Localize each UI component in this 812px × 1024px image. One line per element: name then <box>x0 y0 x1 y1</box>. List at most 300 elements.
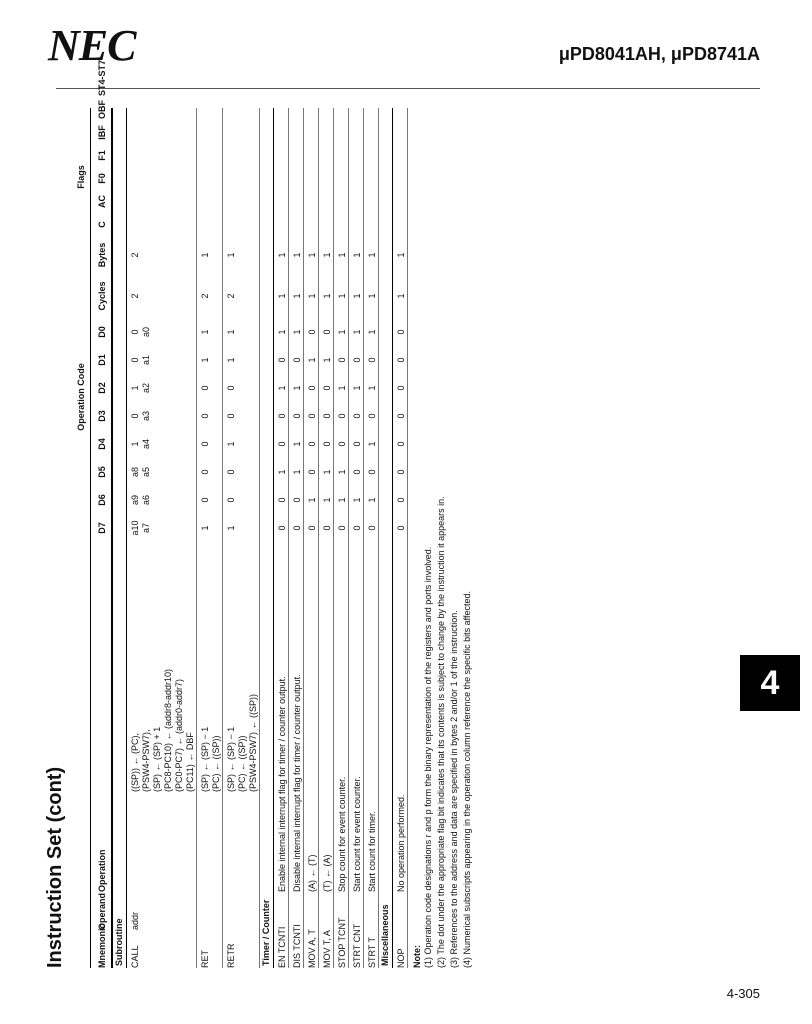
col-flag-f1: F1 <box>97 150 107 161</box>
flag-cell <box>304 167 307 190</box>
section-header: Timer / Counter <box>260 108 274 968</box>
opcode-bit-cell <box>127 402 152 430</box>
note-item: (1) Operation code designations r and p form the binary representation of the registers and ports involved. <box>423 546 433 968</box>
opcode-bit: 0 <box>277 525 287 531</box>
opcode-bit: a3 <box>141 411 151 422</box>
bytes-cell: 1 <box>277 252 287 258</box>
operation-cell <box>393 542 407 892</box>
opcode-bit: 1 <box>130 441 140 447</box>
opcode-bit: 0 <box>396 329 406 335</box>
opcode-bit-cell <box>334 402 348 430</box>
opcode-bit-cell <box>274 514 288 542</box>
opcode-bit: 1 <box>337 329 347 335</box>
page-title: Instruction Set (cont) <box>44 766 66 968</box>
operation-description: Stop count for event counter. <box>337 776 347 892</box>
table-row <box>364 108 379 968</box>
opcode-bit: 1 <box>337 497 347 503</box>
section-header: Miscellaneous <box>379 108 393 968</box>
opcode-bit-cell <box>127 374 152 402</box>
operand-cell <box>364 892 367 930</box>
flag-cell <box>127 190 130 213</box>
opcode-bit-cell <box>393 514 407 542</box>
opcode-bit-cell <box>289 430 303 458</box>
opcode-bit: 1 <box>226 357 236 363</box>
operand-cell <box>223 892 226 930</box>
bytes-cell: 1 <box>337 252 347 258</box>
bytes-cell: 1 <box>307 252 317 258</box>
flag-cell <box>289 121 292 144</box>
flag-cell <box>197 121 200 144</box>
opcode-bit-cell <box>393 318 407 346</box>
flag-cell <box>393 213 396 236</box>
flag-cell <box>274 98 277 121</box>
mnemonic-cell: RETR <box>226 943 236 968</box>
opcode-bit: 1 <box>226 525 236 531</box>
operand-cell <box>304 892 307 930</box>
flag-cell <box>319 58 322 98</box>
col-flag-ac: AC <box>97 195 107 208</box>
flag-cell <box>127 167 130 190</box>
col-d2: D2 <box>97 382 107 394</box>
opcode-bit: 1 <box>226 441 236 447</box>
flag-cell <box>364 167 367 190</box>
opcode-bit-cell <box>223 486 237 514</box>
opcode-bit: 0 <box>200 441 210 447</box>
opcode-bit: 0 <box>277 497 287 503</box>
flag-cell <box>319 121 322 144</box>
opcode-bit-cell <box>223 318 237 346</box>
opcode-bit: 0 <box>367 413 377 419</box>
flag-cell <box>349 58 352 98</box>
opcode-bit: 1 <box>130 385 140 391</box>
flag-cell <box>334 167 337 190</box>
table-row <box>223 108 260 968</box>
mnemonic-cell: NOP <box>396 948 406 968</box>
opcode-bit: 1 <box>322 469 332 475</box>
opcode-bit: 0 <box>226 497 236 503</box>
flag-cell <box>197 144 200 167</box>
operation-line: (PC11) ← DBF <box>185 732 195 792</box>
flag-cell <box>274 121 277 144</box>
notes-heading: Note: <box>412 945 422 968</box>
opcode-bit-cell <box>304 346 318 374</box>
flag-cell <box>393 190 396 213</box>
flag-cell <box>197 190 200 213</box>
opcode-bit: a9 <box>130 495 140 506</box>
operation-cell <box>127 542 196 892</box>
flag-cell <box>393 98 396 121</box>
opcode-bit-cell <box>304 402 318 430</box>
opcode-bit-cell <box>319 346 333 374</box>
flag-cell <box>364 213 367 236</box>
flag-cell <box>393 121 396 144</box>
opcode-bit: 0 <box>367 469 377 475</box>
opcode-bit: 0 <box>352 469 362 475</box>
opcode-bit: 1 <box>337 469 347 475</box>
opcode-bit: 0 <box>307 441 317 447</box>
opcode-bit: 1 <box>367 441 377 447</box>
opcode-bit-cell <box>364 486 378 514</box>
opcode-bit-cell <box>319 458 333 486</box>
opcode-bit-cell <box>304 486 318 514</box>
table-row <box>127 108 197 968</box>
table-row <box>319 108 334 968</box>
opcode-bit: 0 <box>307 525 317 531</box>
opcode-bit: 0 <box>307 385 317 391</box>
flag-cell <box>223 98 226 121</box>
operation-line: (PSW4-PSW7) ← ((SP)) <box>248 694 258 792</box>
operand-cell <box>197 892 200 930</box>
flag-cell <box>274 58 277 98</box>
flag-cell <box>334 121 337 144</box>
opcode-bit-cell <box>289 374 303 402</box>
operation-description: (A) ← (T) <box>307 854 317 892</box>
opcode-bit: 1 <box>352 385 362 391</box>
opcode-bit-cell <box>349 430 363 458</box>
bytes-cell: 1 <box>396 252 406 258</box>
opcode-bit: 1 <box>322 497 332 503</box>
opcode-bit: 0 <box>352 525 362 531</box>
opcode-bit-cell <box>127 430 152 458</box>
table-row <box>289 108 304 968</box>
flag-cell <box>289 167 292 190</box>
operation-cell <box>197 542 222 892</box>
opcode-bit-cell <box>319 486 333 514</box>
col-d5: D5 <box>97 466 107 478</box>
flag-cell <box>364 121 367 144</box>
opcode-bit-cell <box>127 346 152 374</box>
opcode-bit: a7 <box>141 523 151 534</box>
flag-cell <box>304 98 307 121</box>
operation-cell <box>334 542 348 892</box>
opcode-bit-cell <box>349 346 363 374</box>
opcode-bit-cell <box>349 514 363 542</box>
operation-line: (SP) ← (SP) − 1 <box>200 726 210 792</box>
bytes-cell: 1 <box>292 252 302 258</box>
opcode-bit: 0 <box>200 497 210 503</box>
opcode-bit: 0 <box>322 441 332 447</box>
opcode-bit: 0 <box>226 385 236 391</box>
opcode-bit: 0 <box>367 357 377 363</box>
opcode-bit: 1 <box>367 385 377 391</box>
opcode-bit: a1 <box>141 355 151 366</box>
col-d4: D4 <box>97 438 107 450</box>
flag-cell <box>289 190 292 213</box>
opcode-bit: 0 <box>396 357 406 363</box>
flag-cell <box>364 98 367 121</box>
flag-cell <box>334 98 337 121</box>
mnemonic-cell: MOV A, T <box>307 929 317 968</box>
flag-cell <box>319 213 322 236</box>
cycles-cell: 2 <box>200 293 210 299</box>
opcode-bit: 0 <box>352 357 362 363</box>
flag-cell <box>349 167 352 190</box>
opcode-bit-cell <box>364 402 378 430</box>
page-number: 4-305 <box>726 986 760 1001</box>
flag-cell <box>223 121 226 144</box>
rotated-page-content <box>44 60 764 968</box>
operation-line: (PSW4-PSW7), <box>141 729 151 792</box>
opcode-bit-cell <box>393 458 407 486</box>
opcode-bit: 0 <box>200 469 210 475</box>
flag-cell <box>349 190 352 213</box>
opcode-bit: 0 <box>292 525 302 531</box>
opcode-bit-cell <box>197 402 211 430</box>
bytes-cell: 1 <box>322 252 332 258</box>
opcode-bit-cell <box>364 430 378 458</box>
col-flag-st: ST4-ST7 <box>97 60 107 97</box>
opcode-bit: 1 <box>292 441 302 447</box>
flag-cell <box>274 167 277 190</box>
opcode-bit-cell <box>289 346 303 374</box>
table-row <box>349 108 364 968</box>
opcode-bit: 0 <box>337 441 347 447</box>
opcode-bit: 0 <box>307 413 317 419</box>
flag-cell <box>289 213 292 236</box>
flag-cell <box>393 144 396 167</box>
bytes-cell: 1 <box>367 252 377 258</box>
flag-cell <box>274 213 277 236</box>
opcode-bit: 0 <box>337 525 347 531</box>
opcode-bit: 1 <box>226 329 236 335</box>
col-d0: D0 <box>97 326 107 338</box>
flag-cell <box>304 121 307 144</box>
flag-cell <box>304 144 307 167</box>
operation-line: (PC) ← ((SP)) <box>237 735 247 792</box>
opcode-bit: 0 <box>337 413 347 419</box>
opcode-bit-cell <box>223 430 237 458</box>
opcode-bit-cell <box>319 318 333 346</box>
opcode-bit-cell <box>393 374 407 402</box>
opcode-bit: 1 <box>292 329 302 335</box>
opcode-bit: 0 <box>226 413 236 419</box>
notes-list <box>422 108 474 968</box>
flag-cell <box>197 213 200 236</box>
table-body <box>113 108 408 968</box>
opcode-bit: 1 <box>337 385 347 391</box>
operation-cell <box>349 542 363 892</box>
operand-cell <box>274 892 277 930</box>
opcode-bit: 0 <box>322 413 332 419</box>
opcode-bit: 0 <box>367 525 377 531</box>
operand-cell <box>319 892 322 930</box>
flag-cell <box>197 58 200 98</box>
opcode-bit: 0 <box>130 357 140 363</box>
opcode-bit-cell <box>334 374 348 402</box>
flag-cell <box>304 213 307 236</box>
opcode-bit-cell <box>319 402 333 430</box>
opcode-bit-cell <box>223 458 237 486</box>
opcode-bit-cell <box>274 346 288 374</box>
opcode-bit: 0 <box>226 469 236 475</box>
table-row <box>274 108 289 968</box>
opcode-bit-cell <box>349 374 363 402</box>
note-item: (4) Numerical subscripts appearing in the operation column reference the specific bits affected. <box>462 590 472 968</box>
opcode-bit-cell <box>197 346 211 374</box>
flag-cell <box>349 144 352 167</box>
flag-cell <box>289 98 292 121</box>
opcode-bit-cell <box>364 318 378 346</box>
opcode-bit-cell <box>364 346 378 374</box>
flag-cell <box>349 98 352 121</box>
flag-cell <box>304 58 307 98</box>
opcode-bit-cell <box>274 486 288 514</box>
mnemonic-cell: STRT T <box>367 936 377 968</box>
flag-cell <box>334 58 337 98</box>
instruction-table <box>76 60 474 968</box>
opcode-bit-cell <box>334 318 348 346</box>
opcode-bit-cell <box>223 374 237 402</box>
flag-cell <box>334 190 337 213</box>
opcode-bit-cell <box>349 486 363 514</box>
opcode-bit: 0 <box>396 441 406 447</box>
opcode-bit-cell <box>197 430 211 458</box>
opcode-bit: 0 <box>396 525 406 531</box>
opcode-bit: 0 <box>307 329 317 335</box>
opcode-bit-cell <box>304 514 318 542</box>
opcode-bit: 1 <box>352 329 362 335</box>
flag-cell <box>223 213 226 236</box>
flag-cell <box>127 144 130 167</box>
operation-description: (T) ← (A) <box>322 854 332 892</box>
operation-lines <box>130 542 196 792</box>
opcode-bit-cell <box>289 458 303 486</box>
operation-description: Disable internal interrupt flag for timer / counter output. <box>292 674 302 892</box>
opcode-bit-cell <box>197 318 211 346</box>
flag-cell <box>319 167 322 190</box>
operation-line: (PC0-PC7) ← (addr0-addr7) <box>174 678 184 792</box>
opcode-bit: 0 <box>307 469 317 475</box>
opcode-bit: 0 <box>200 413 210 419</box>
opcode-bit: a10 <box>130 520 140 536</box>
flag-cell <box>304 190 307 213</box>
cycles-cell: 2 <box>130 293 140 299</box>
opcode-bit: 1 <box>322 357 332 363</box>
opcode-bit: 1 <box>200 357 210 363</box>
opcode-bit-cell <box>197 458 211 486</box>
opcode-bit-cell <box>274 458 288 486</box>
opcode-bit-cell <box>304 318 318 346</box>
col-flag-c: C <box>97 221 107 228</box>
operation-cell <box>319 542 333 892</box>
opcode-bit: 1 <box>367 497 377 503</box>
mnemonic-cell: MOV T, A <box>322 930 332 968</box>
opcode-bit: 1 <box>292 385 302 391</box>
opcode-bit-cell <box>274 374 288 402</box>
cycles-cell: 1 <box>277 293 287 299</box>
flag-cell <box>223 144 226 167</box>
bytes-cell: 1 <box>352 252 362 258</box>
opcode-bit: 0 <box>277 413 287 419</box>
col-flag-ibf: IBF <box>97 125 107 140</box>
opcode-bit-cell <box>334 514 348 542</box>
flag-cell <box>289 144 292 167</box>
col-flag-f0: F0 <box>97 173 107 184</box>
operation-description: Enable internal interrupt flag for timer / counter output. <box>277 676 287 892</box>
opcode-bit: a4 <box>141 439 151 450</box>
opcode-bit: 1 <box>200 525 210 531</box>
opcode-bit-cell <box>197 514 211 542</box>
opcode-bit: a8 <box>130 467 140 478</box>
operation-lines <box>226 542 259 792</box>
operation-spacer <box>130 792 196 892</box>
opcode-bit-cell <box>393 402 407 430</box>
flag-cell <box>127 213 130 236</box>
mnemonic-cell: EN TCNTI <box>277 926 287 968</box>
operation-line: (PC) ← ((SP)) <box>211 735 221 792</box>
opcode-bit-cell <box>349 402 363 430</box>
operation-line: (SP) ← (SP) + 1 <box>152 726 162 792</box>
flag-cell <box>334 144 337 167</box>
flag-cell <box>274 144 277 167</box>
cycles-cell: 1 <box>396 293 406 299</box>
opcode-bit-cell <box>223 402 237 430</box>
flag-cell <box>364 58 367 98</box>
col-flag-obf: OBF <box>97 100 107 119</box>
note-item: (3) References to the address and data are specified in bytes 2 and/or 1 of the instruction. <box>449 610 459 968</box>
nec-logo: NEC <box>48 21 136 70</box>
opcode-bit-cell <box>127 458 152 486</box>
opcode-bit: 0 <box>130 413 140 419</box>
opcode-bit: 1 <box>367 329 377 335</box>
operation-description: Start count for timer. <box>367 810 377 892</box>
operation-line: ((SP)) ← (PC), <box>130 733 140 792</box>
opcode-bit-cell <box>393 346 407 374</box>
col-mnemonic: Mnemonic <box>97 923 107 968</box>
flag-cell <box>197 167 200 190</box>
opcode-bit: 1 <box>292 469 302 475</box>
flag-cell <box>223 167 226 190</box>
col-operation: Operation <box>97 849 107 892</box>
opcode-bit-cell <box>197 486 211 514</box>
opcode-bit-cell <box>127 486 152 514</box>
opcode-bit-cell <box>319 374 333 402</box>
opcode-bit-cell <box>319 430 333 458</box>
opcode-bit-cell <box>304 374 318 402</box>
operation-spacer <box>226 792 259 892</box>
opcode-bit: 0 <box>322 385 332 391</box>
opcode-bit-cell <box>304 458 318 486</box>
flag-cell <box>127 121 130 144</box>
opcode-bit: 0 <box>322 525 332 531</box>
col-d7: D7 <box>97 522 107 534</box>
flag-cell <box>319 144 322 167</box>
opcode-bit-cell <box>289 318 303 346</box>
section-header: Subroutine <box>113 108 127 968</box>
flag-cell <box>127 98 130 121</box>
col-d6: D6 <box>97 494 107 506</box>
bytes-cell: 1 <box>200 252 210 258</box>
opcode-bit: 0 <box>277 357 287 363</box>
cycles-cell: 1 <box>292 293 302 299</box>
opcode-bit: 0 <box>130 329 140 335</box>
operand-cell: addr <box>130 911 140 930</box>
operation-cell <box>223 542 259 892</box>
opcode-bit: a0 <box>141 327 151 338</box>
opcode-bit-cell <box>289 486 303 514</box>
flag-cell <box>127 58 130 98</box>
section-tab: 4 <box>740 655 800 711</box>
operation-description: No operation performed. <box>396 794 406 892</box>
flag-cell <box>393 167 396 190</box>
col-d3: D3 <box>97 410 107 422</box>
opcode-bit: a5 <box>141 467 151 478</box>
opcode-bit: 0 <box>200 385 210 391</box>
opcode-bit-cell <box>393 486 407 514</box>
opcode-bit: 1 <box>277 329 287 335</box>
opcode-bit: 0 <box>337 357 347 363</box>
opcode-bit-cell <box>223 514 237 542</box>
